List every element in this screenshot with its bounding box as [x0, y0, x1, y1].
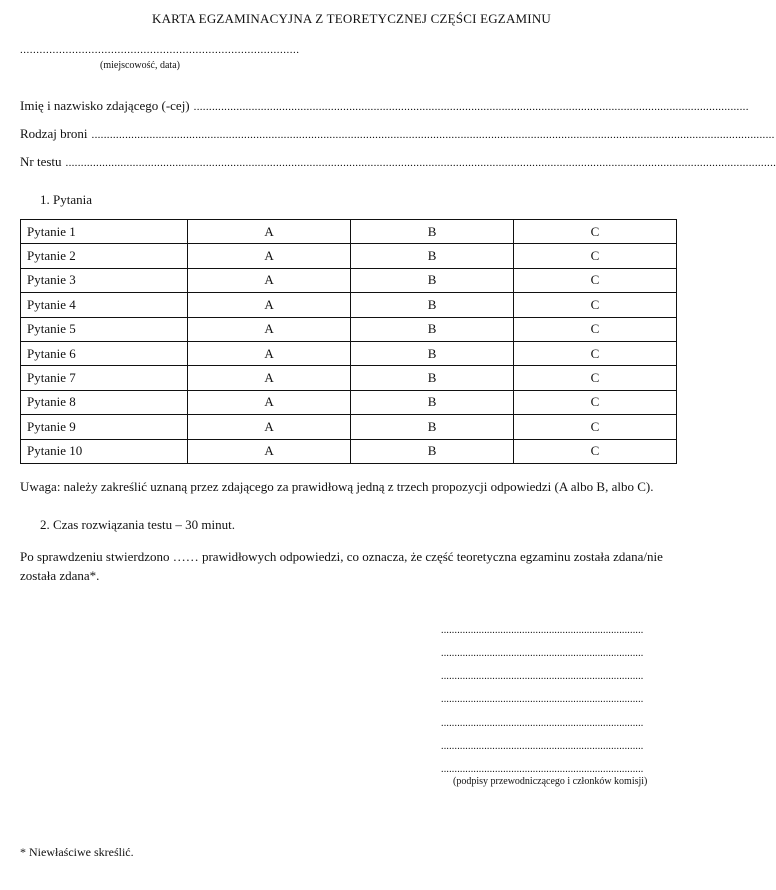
option-a[interactable]: A — [188, 268, 351, 292]
option-c[interactable]: C — [514, 244, 677, 268]
option-b[interactable]: B — [351, 293, 514, 317]
table-row — [21, 293, 677, 317]
place-date-label: (miejscowość, data) — [100, 60, 180, 71]
table-row — [21, 439, 677, 463]
signature-line: ........................................................................... — [441, 694, 644, 705]
question-label: Pytanie 10 — [21, 439, 188, 463]
signature-line: ........................................................................... — [441, 625, 644, 636]
option-a[interactable]: A — [188, 415, 351, 439]
option-a[interactable]: A — [188, 439, 351, 463]
option-c[interactable]: C — [514, 439, 677, 463]
option-c[interactable]: C — [514, 293, 677, 317]
table-row — [21, 317, 677, 341]
option-c[interactable]: C — [514, 268, 677, 292]
option-a[interactable]: A — [188, 244, 351, 268]
signatures-label: (podpisy przewodniczącego i członków komisji) — [453, 776, 648, 787]
table-row — [21, 366, 677, 390]
field-weapon-type-label: Rodzaj broni — [20, 126, 88, 141]
option-b[interactable]: B — [351, 341, 514, 365]
table-row — [21, 415, 677, 439]
question-label: Pytanie 5 — [21, 317, 188, 341]
result-statement: Po sprawdzeniu stwierdzono …… prawidłowych odpowiedzi, co oznacza, że część teoretyczna egzaminu została zdana/nie została zdana*. — [20, 549, 663, 583]
table-row — [21, 244, 677, 268]
field-name-label: Imię i nazwisko zdającego (-cej) — [20, 98, 190, 113]
option-a[interactable]: A — [188, 341, 351, 365]
option-a[interactable]: A — [188, 366, 351, 390]
question-label: Pytanie 1 — [21, 220, 188, 244]
option-b[interactable]: B — [351, 439, 514, 463]
field-test-number — [20, 154, 776, 170]
question-label: Pytanie 8 — [21, 390, 188, 414]
question-label: Pytanie 6 — [21, 341, 188, 365]
option-c[interactable]: C — [514, 341, 677, 365]
table-row — [21, 390, 677, 414]
question-label: Pytanie 3 — [21, 268, 188, 292]
answers-table — [20, 219, 677, 464]
option-c[interactable]: C — [514, 415, 677, 439]
option-b[interactable]: B — [351, 390, 514, 414]
signature-line: ........................................................................... — [441, 764, 644, 775]
option-b[interactable]: B — [351, 415, 514, 439]
option-b[interactable]: B — [351, 244, 514, 268]
option-b[interactable]: B — [351, 366, 514, 390]
question-label: Pytanie 7 — [21, 366, 188, 390]
field-weapon-type-line: ................................................................................................................................................................................................................................ — [91, 129, 775, 141]
section-questions-heading: 1. Pytania — [40, 192, 92, 207]
page-title: KARTA EGZAMINACYJNA Z TEORETYCZNEJ CZĘŚCI EGZAMINU — [151, 11, 551, 26]
field-weapon-type — [20, 126, 775, 142]
place-date-line: ...................................................................................... — [20, 44, 300, 56]
field-name-line: ...................................................................................................................................................................................... — [193, 101, 749, 113]
instruction-note: Uwaga: należy zakreślić uznaną przez zdającego za prawidłową jedną z trzech propozycji odpowiedzi (A albo B, albo C). — [20, 479, 654, 494]
option-a[interactable]: A — [188, 220, 351, 244]
option-a[interactable]: A — [188, 390, 351, 414]
option-c[interactable]: C — [514, 220, 677, 244]
option-b[interactable]: B — [351, 220, 514, 244]
signature-line: ........................................................................... — [441, 671, 644, 682]
option-c[interactable]: C — [514, 390, 677, 414]
footnote: * Niewłaściwe skreślić. — [20, 845, 134, 859]
section-time-heading: 2. Czas rozwiązania testu – 30 minut. — [40, 517, 235, 532]
signature-line: ........................................................................... — [441, 741, 644, 752]
question-label: Pytanie 4 — [21, 293, 188, 317]
option-b[interactable]: B — [351, 317, 514, 341]
option-b[interactable]: B — [351, 268, 514, 292]
option-a[interactable]: A — [188, 293, 351, 317]
field-test-number-line: ......................................................................................................................................................................................................................................... — [65, 157, 776, 169]
option-c[interactable]: C — [514, 317, 677, 341]
question-label: Pytanie 2 — [21, 244, 188, 268]
question-label: Pytanie 9 — [21, 415, 188, 439]
table-row — [21, 268, 677, 292]
table-row — [21, 220, 677, 244]
signature-line: ........................................................................... — [441, 718, 644, 729]
option-c[interactable]: C — [514, 366, 677, 390]
option-a[interactable]: A — [188, 317, 351, 341]
table-row — [21, 341, 677, 365]
signature-line: ........................................................................... — [441, 648, 644, 659]
field-name — [20, 98, 749, 114]
field-test-number-label: Nr testu — [20, 154, 62, 169]
